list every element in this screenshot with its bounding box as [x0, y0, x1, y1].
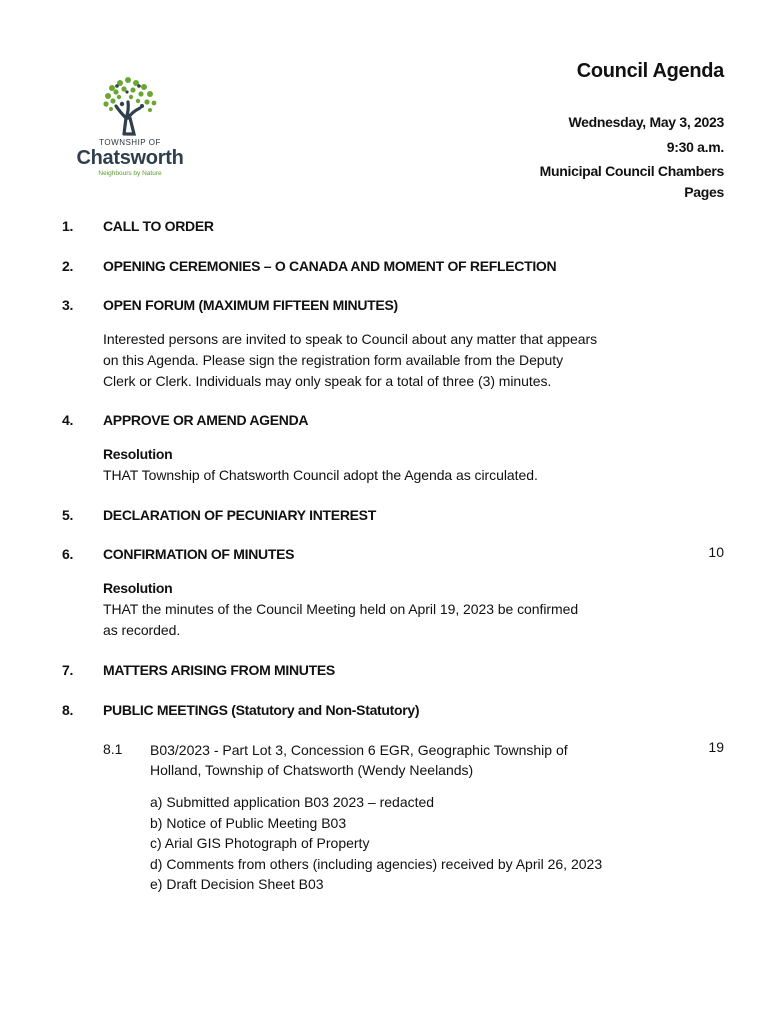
text-line: B03/2023 - Part Lot 3, Concession 6 EGR, Geographic Township of — [150, 742, 568, 758]
item-title: OPENING CEREMONIES – O CANADA AND MOMENT OF REFLECTION — [103, 258, 557, 274]
item-number: 5. — [62, 507, 74, 523]
resolution-label: Resolution — [103, 446, 173, 462]
attachment-link[interactable]: c) Arial GIS Photograph of Property — [150, 835, 370, 852]
meeting-time: 9:30 a.m. — [666, 139, 724, 155]
item-number: 2. — [62, 258, 74, 274]
attachment-link[interactable]: d) Comments from others (including agencies) received by April 26, 2023 — [150, 855, 603, 872]
text-line: as recorded. — [103, 622, 181, 638]
item-title: DECLARATION OF PECUNIARY INTEREST — [103, 507, 376, 523]
item-number: 7. — [62, 662, 74, 678]
page-number: 10 — [708, 544, 724, 560]
item-title: PUBLIC MEETINGS (Statutory and Non-Statutory) — [103, 702, 420, 718]
resolution-text — [103, 465, 538, 486]
subitem-title — [150, 740, 568, 780]
text-line: on this Agenda. Please sign the registration form available from the Deputy — [103, 352, 564, 368]
item-title: MATTERS ARISING FROM MINUTES — [103, 662, 335, 678]
logo-wordmark: Chatsworth — [76, 147, 184, 169]
item-title: CONFIRMATION OF MINUTES — [103, 546, 295, 562]
item-description — [103, 329, 597, 392]
item-title: OPEN FORUM (MAXIMUM FIFTEEN MINUTES) — [103, 297, 398, 313]
meeting-location: Municipal Council Chambers — [539, 163, 724, 179]
logo-line1: TOWNSHIP OF — [99, 138, 161, 147]
text-line: THAT the minutes of the Council Meeting held on April 19, 2023 be confirmed — [103, 601, 579, 617]
item-number: 1. — [62, 218, 74, 234]
attachment-link[interactable]: e) Draft Decision Sheet B03 — [150, 876, 324, 893]
page-number: 19 — [708, 739, 724, 755]
text-line: THAT Township of Chatsworth Council adopt the Agenda as circulated. — [103, 467, 538, 483]
text-line: Clerk or Clerk. Individuals may only speak for a total of three (3) minutes. — [103, 373, 552, 389]
item-number: 3. — [62, 297, 74, 313]
attachment-link[interactable]: a) Submitted application B03 2023 – redacted — [150, 794, 435, 810]
tree-icon — [98, 76, 162, 136]
agenda-title: Council Agenda — [576, 60, 724, 82]
item-number: 8. — [62, 702, 74, 718]
resolution-text — [103, 599, 578, 641]
subitem-number: 8.1 — [103, 741, 123, 757]
resolution-label: Resolution — [103, 580, 173, 596]
meeting-date: Wednesday, May 3, 2023 — [568, 114, 724, 130]
attachment-link[interactable]: b) Notice of Public Meeting B03 — [150, 814, 347, 831]
township-logo — [70, 76, 190, 182]
item-number: 4. — [62, 412, 74, 428]
text-line: Interested persons are invited to speak to Council about any matter that appears — [103, 331, 598, 347]
pages-label: Pages — [684, 184, 724, 200]
item-number: 6. — [62, 546, 74, 562]
text-line: Holland, Township of Chatsworth (Wendy Neelands) — [150, 762, 474, 778]
item-title: APPROVE OR AMEND AGENDA — [103, 412, 309, 428]
attachment-list — [150, 792, 602, 895]
logo-tagline: Neighbours by Nature — [98, 170, 162, 177]
item-title: CALL TO ORDER — [103, 218, 214, 234]
